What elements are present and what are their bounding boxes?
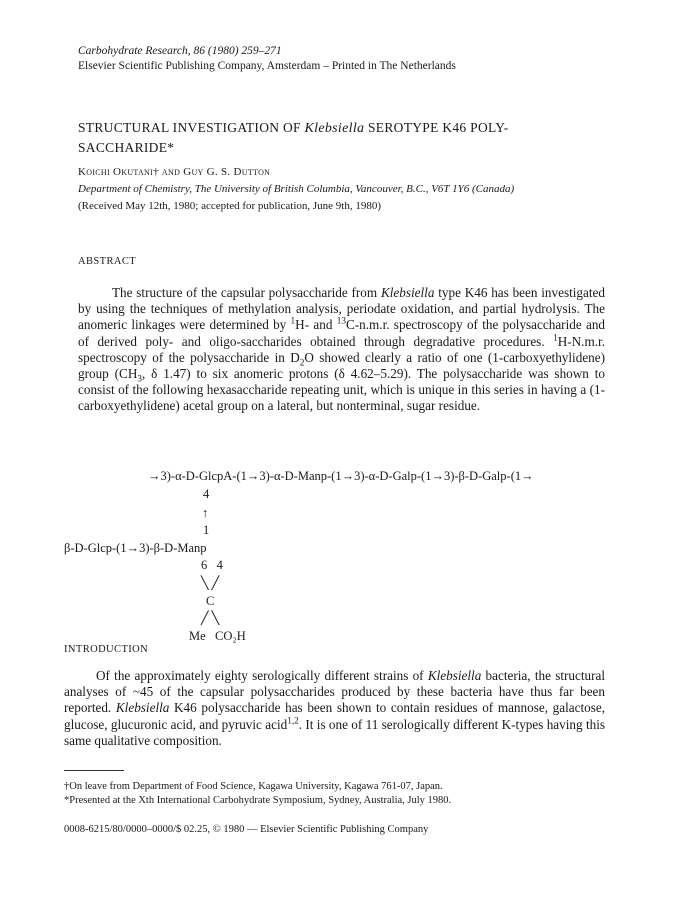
structure-up-arrow: ↑: [202, 506, 209, 520]
abstract-text-1: The structure of the capsular polysaccharide from: [112, 285, 381, 300]
abstract-heading: ABSTRACT: [78, 256, 137, 267]
title-genus: Klebsiella: [304, 121, 365, 136]
isotope-1h-2: 1: [553, 332, 558, 343]
intro-text-2: bacteria, the structural analyses of ~45 of the capsular polysaccharides produced by these bacteria have thus far been reported.: [64, 668, 605, 716]
abstract-body: [78, 285, 605, 415]
intro-text-3: K46 polysaccharide has been shown to contain residues of mannose, galactose, glucose, glucuronic acid, and pyruvic acid: [64, 700, 606, 732]
abstract-text-3: H- and: [295, 317, 337, 333]
intro-genus-2: Klebsiella: [115, 700, 170, 716]
title-part-1: STRUCTURAL INVESTIGATION OF: [78, 120, 305, 135]
intro-text-1: Of the approximately eighty serologically different strains of: [96, 668, 428, 683]
abstract-genus: Klebsiella: [380, 285, 435, 300]
abstract-text-6: O showed clearly a ratio of one (1-carboxyethylidene) group (CH: [78, 349, 606, 382]
author-list: Koichi Okutani† and Guy G. S. Dutton: [78, 166, 271, 178]
subscript-3: 3: [137, 373, 142, 384]
introduction-heading: INTRODUCTION: [64, 644, 149, 655]
title-line-2: SACCHARIDE*: [78, 140, 175, 155]
abstract-text-2: type K46 has been investigated by using the techniques of methylation analysis, periodate oxidation, and partial hydrolysis. The anomeric linkages were determined by: [78, 285, 605, 333]
structure-substituents: Me CO₂H: [189, 629, 246, 643]
title-part-2: SEROTYPE K46 POLY-: [364, 120, 509, 135]
structure-main-chain: →3)-α-D-GlcpA-(1→3)-α-D-Manp-(1→3)-α-D-Galp-(1→3)-β-D-Galp-(1→: [148, 469, 534, 483]
article-title: [78, 118, 638, 157]
journal-header: [78, 44, 638, 74]
journal-citation: Carbohydrate Research, 86 (1980) 259–271: [78, 45, 282, 57]
affiliation: Department of Chemistry, The University of British Columbia, Vancouver, B.C., V6T 1Y6 (Canada): [78, 183, 515, 195]
introduction-body: [64, 668, 605, 749]
intro-text-4: . It is one of 11 serologically different K-types having this same qualitative composition.: [64, 716, 605, 748]
structure-positions-6-4: 6 4: [201, 558, 223, 572]
structure-position-1: 1: [203, 523, 210, 537]
structure-branch: β-D-Glcp-(1→3)-β-D-Manp: [64, 541, 207, 555]
copyright-footer: 0008-6215/80/0000–0000/$ 02.25, © 1980 — Elsevier Scientific Publishing Company: [64, 824, 429, 835]
abstract-text-4: C-n.m.r. spectroscopy of the polysaccharide and of derived poly- and oligo-saccharides obtained through degradative procedures.: [78, 317, 606, 349]
received-dates: (Received May 12th, 1980; accepted for publication, June 9th, 1980): [78, 200, 382, 212]
structure-bonds-lower: ╱ ╲: [201, 611, 220, 625]
abstract-text-7: , δ 1.47) to six anomeric protons (δ 4.62–5.29). The polysaccharide was shown to consist of the following hexasaccharide repeating unit, which is unique in this series in having a (1-carboxyethylidene) acetal group on a lateral, but nonterminal, sugar residue.: [78, 366, 605, 414]
reference-marker: 1,2: [287, 715, 299, 726]
intro-genus-1: Klebsiella: [427, 668, 482, 683]
isotope-13c: 13: [336, 316, 346, 327]
structure-bonds-upper: ╲ ╱: [201, 576, 220, 590]
isotope-1h: 1: [290, 316, 296, 327]
structure-carbon: C: [206, 594, 215, 608]
abstract-text-5: H-N.m.r. spectroscopy of the polysaccharide in D: [78, 333, 605, 365]
footnote-dagger: †On leave from Department of Food Science, Kagawa University, Kagawa 761-07, Japan.: [64, 781, 443, 792]
structure-position-4: 4: [203, 487, 210, 501]
publisher-line: Elsevier Scientific Publishing Company, Amsterdam – Printed in The Netherlands: [78, 60, 456, 72]
footnote-rule: [64, 770, 124, 771]
subscript-2: 2: [299, 357, 305, 368]
footnote-asterisk: *Presented at the Xth International Carbohydrate Symposium, Sydney, Australia, July 1980.: [64, 795, 452, 806]
